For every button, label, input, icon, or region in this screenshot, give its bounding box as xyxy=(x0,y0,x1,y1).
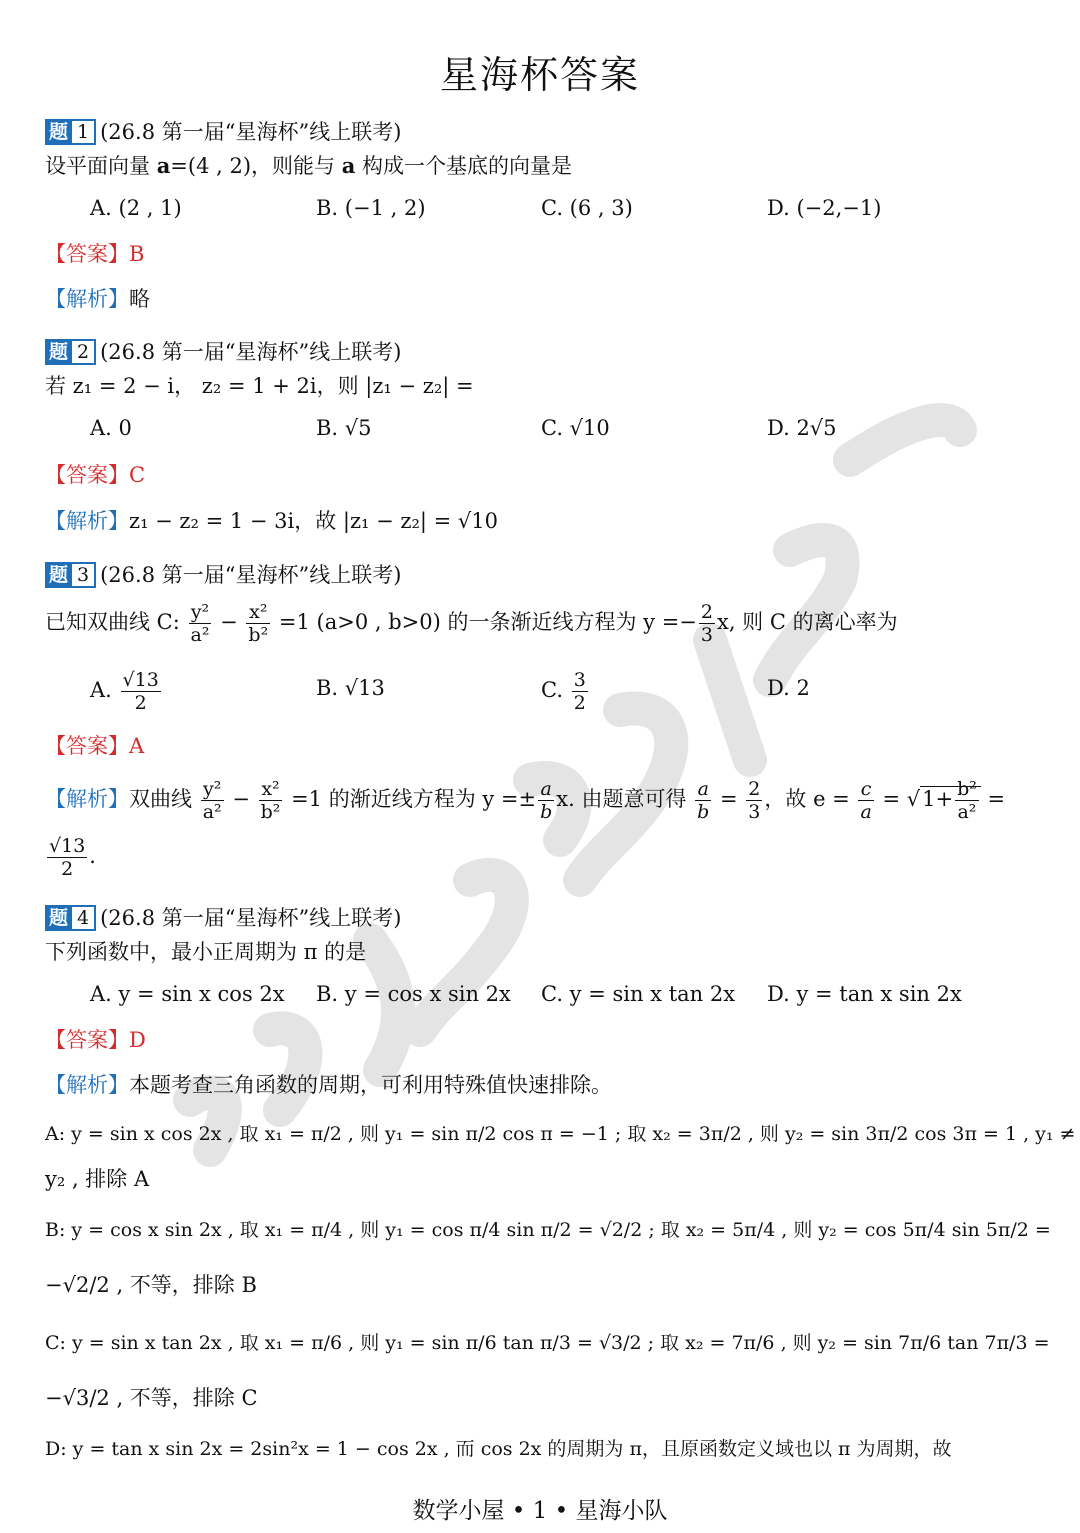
fraction xyxy=(259,778,283,823)
frac-den: b xyxy=(697,801,710,823)
frac-den: b² xyxy=(260,801,281,823)
q1-option-c: C. (6 , 3) xyxy=(541,196,633,220)
frac-num: √13 xyxy=(122,669,159,691)
frac-den: b² xyxy=(248,624,269,646)
frac-den: a² xyxy=(957,801,977,823)
question-number: 4 xyxy=(70,905,96,931)
q4-option-d: D. y = tan x sin 2x xyxy=(767,982,962,1006)
q1-option-a: A. (2 , 1) xyxy=(90,196,182,220)
stem-text: 已知双曲线 C: xyxy=(45,610,180,634)
frac-den: a² xyxy=(190,624,210,646)
q3-analysis-result xyxy=(45,832,96,880)
frac-den: a² xyxy=(202,801,222,823)
frac-den: 2 xyxy=(573,692,586,714)
analysis-text: z₁ − z₂ = 1 − 3i，故 |z₁ − z₂| = √10 xyxy=(129,509,499,533)
question-source: (26.8 第一届“星海杯”线上联考) xyxy=(100,339,402,364)
answer-tag: 【答案】 xyxy=(45,734,129,758)
frac-den: 2 xyxy=(134,692,147,714)
q2-option-b: B. √5 xyxy=(316,416,372,440)
q3-option-c xyxy=(541,666,590,714)
fraction xyxy=(201,778,224,823)
q4-analysis-line-c2: −√3/2 , 不等，排除 C xyxy=(45,1386,258,1410)
question-number: 3 xyxy=(70,562,96,588)
question-badge: 题 xyxy=(45,562,72,588)
stem-text: x, 则 C 的离心率为 xyxy=(716,610,898,634)
frac-den: b xyxy=(540,801,553,823)
analysis-text: . xyxy=(89,844,96,868)
answer-value: B xyxy=(129,242,145,266)
q3-option-b: B. √13 xyxy=(316,676,385,700)
q3-option-d: D. 2 xyxy=(767,676,810,700)
q3-option-a xyxy=(90,666,163,714)
fraction xyxy=(572,669,588,714)
answer-tag: 【答案】 xyxy=(45,242,129,266)
frac-num: c xyxy=(858,778,873,801)
question-source: (26.8 第一届“星海杯”线上联考) xyxy=(100,119,402,144)
frac-den: 3 xyxy=(748,801,761,823)
option-label: C. xyxy=(541,678,563,702)
page-title: 星海杯答案 xyxy=(439,53,640,97)
analysis-text: ，故 e = xyxy=(764,787,850,811)
stem-text: =(4 , 2)，则能与 xyxy=(170,154,342,178)
q4-analysis-line-b1: B: y = cos x sin 2x , 取 x₁ = π/4 , 则 y₁ = cos π/4 sin π/2 = √2/2 ; 取 x₂ = 5π/4 , 则 y₂ = cos 5π/4 sin 5π/2 = xyxy=(45,1219,1051,1241)
fraction xyxy=(858,778,873,823)
fraction xyxy=(699,601,715,646)
frac-num: y² xyxy=(189,601,212,624)
frac-den: 2 xyxy=(61,858,74,880)
frac-num: b² xyxy=(957,778,977,800)
frac-num: 2 xyxy=(748,778,761,800)
answer-value: A xyxy=(129,734,145,758)
q4-answer xyxy=(45,1026,146,1054)
analysis-tag: 【解析】 xyxy=(45,509,129,533)
fraction xyxy=(121,669,161,714)
frac-num: a xyxy=(695,778,711,801)
analysis-tag: 【解析】 xyxy=(45,287,129,311)
fraction xyxy=(955,778,979,823)
q2-option-c: C. √10 xyxy=(541,416,610,440)
frac-num: a xyxy=(538,778,554,801)
question-badge: 题 xyxy=(45,905,72,931)
q4-analysis-line-c1: C: y = sin x tan 2x , 取 x₁ = π/6 , 则 y₁ = sin π/6 tan π/3 = √3/2 ; 取 x₂ = 7π/6 , 则 y₂ = sin 7π/6 tan 7π/3 = xyxy=(45,1332,1050,1354)
analysis-text: = xyxy=(987,787,1006,811)
question-3-stem: 已知双曲线 C: $\frac{\text{y²}}{\text{a²}}$ − $\frac{\text{x²}}{\text{b²}}$ =1 (a>0 , b>0) 的一条渐近线方程为 y =− $\frac{2}{3}$ x, 则 C 的离心率为 xyxy=(45,601,898,646)
question-badge: 题 xyxy=(45,119,72,145)
q4-analysis-line-b2: −√2/2 , 不等，排除 B xyxy=(45,1273,257,1297)
stem-text: =1 (a>0 , b>0) 的一条渐近线方程为 y =− xyxy=(278,610,697,634)
fraction xyxy=(538,778,554,823)
q1-answer xyxy=(45,240,144,268)
vector-a: a xyxy=(156,153,171,178)
q4-option-b: B. y = cos x sin 2x xyxy=(316,982,511,1006)
q4-analysis xyxy=(45,1071,612,1099)
q3-answer xyxy=(45,732,144,760)
q2-analysis xyxy=(45,507,498,535)
question-number: 2 xyxy=(70,339,96,365)
fraction xyxy=(695,778,711,823)
q2-answer xyxy=(45,461,145,489)
analysis-text: 本题考查三角函数的周期，可利用特殊值快速排除。 xyxy=(129,1073,612,1097)
frac-num: x² xyxy=(246,601,270,624)
fraction xyxy=(246,601,270,646)
fraction xyxy=(47,835,87,880)
question-2-stem: 若 z₁ = 2 − i， z₂ = 1 + 2i，则 |z₁ − z₂| = xyxy=(45,374,474,398)
analysis-text: 双曲线 xyxy=(129,787,192,811)
analysis-tag: 【解析】 xyxy=(45,787,129,811)
question-source: (26.8 第一届“星海杯”线上联考) xyxy=(100,562,402,587)
page-footer: 数学小屋 • 1 • 星海小队 xyxy=(412,1498,668,1524)
answer-value: D xyxy=(129,1028,146,1052)
answer-tag: 【答案】 xyxy=(45,1028,129,1052)
q1-option-d: D. (−2,−1) xyxy=(767,196,882,220)
q4-analysis-line-a1: A: y = sin x cos 2x , 取 x₁ = π/2 , 则 y₁ = sin π/2 cos π = −1 ; 取 x₂ = 3π/2 , 则 y₂ = sin 3π/2 cos 3π = 1 , y₁ ≠ xyxy=(45,1123,1076,1145)
fraction xyxy=(189,601,212,646)
question-4-header xyxy=(45,902,401,932)
frac-num: 3 xyxy=(573,669,586,691)
q4-analysis-line-d: D: y = tan x sin 2x = 2sin²x = 1 − cos 2x , 而 cos 2x 的周期为 π，且原函数定义域也以 π 为周期，故 xyxy=(45,1438,952,1460)
frac-num: 2 xyxy=(700,601,713,623)
frac-den: 3 xyxy=(700,624,713,646)
analysis-text: 略 xyxy=(129,287,150,311)
question-2-header xyxy=(45,336,401,366)
q1-option-b: B. (−1 , 2) xyxy=(316,196,426,220)
q2-option-d: D. 2√5 xyxy=(767,416,837,440)
analysis-text: =1 的渐近线方程为 y =± xyxy=(291,787,537,811)
frac-num: x² xyxy=(259,778,283,801)
question-3-header xyxy=(45,559,401,589)
stem-text: 构成一个基底的向量是 xyxy=(355,154,572,178)
question-1-header xyxy=(45,116,401,146)
question-4-stem: 下列函数中，最小正周期为 π 的是 xyxy=(45,940,367,964)
stem-text: 设平面向量 xyxy=(45,154,157,178)
q4-analysis-line-a2: y₂ , 排除 A xyxy=(45,1167,150,1191)
frac-num: y² xyxy=(201,778,224,801)
analysis-tag: 【解析】 xyxy=(45,1073,129,1097)
question-source: (26.8 第一届“星海杯”线上联考) xyxy=(100,905,402,930)
question-badge: 题 xyxy=(45,339,72,365)
sqrt-radicand: 1+ $\frac{\text{b²}}{\text{a²}}$ xyxy=(920,786,981,811)
frac-num: √13 xyxy=(49,835,86,857)
answer-value: C xyxy=(129,463,146,487)
vector-a: a xyxy=(341,153,356,178)
frac-den: a xyxy=(860,801,872,823)
question-1-stem xyxy=(45,152,572,180)
q3-analysis: 【解析】双曲线 $\frac{\text{y²}}{\text{a²}}$ − $\frac{\text{x²}}{\text{b²}}$ =1 的渐近线方程为 y =± $\frac{a}{b}$ x. 由题意可得 $\frac{a}{b}$ = $\frac{2}{3}$ ，故 e = $\frac{c}{a}$ = √1+ $\frac{\text{b²}}{\text{a²}}$ = xyxy=(45,778,1006,823)
question-number: 1 xyxy=(70,119,96,145)
analysis-text: x. 由题意可得 xyxy=(556,787,687,811)
q2-option-a: A. 0 xyxy=(90,416,132,440)
q4-option-c: C. y = sin x tan 2x xyxy=(541,982,736,1006)
q1-analysis xyxy=(45,285,150,313)
answer-tag: 【答案】 xyxy=(45,463,129,487)
fraction xyxy=(746,778,762,823)
option-label: A. xyxy=(90,678,112,702)
q4-option-a: A. y = sin x cos 2x xyxy=(90,982,285,1006)
